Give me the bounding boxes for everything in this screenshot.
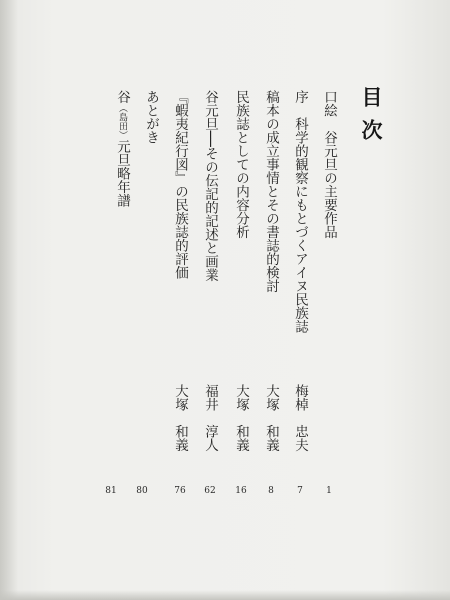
toc-entry-page: 16 bbox=[235, 486, 247, 496]
toc-entry-page: 62 bbox=[204, 486, 216, 496]
toc-entry-title bbox=[115, 90, 129, 207]
toc-entry-title-suffix: 元旦略年譜 bbox=[114, 139, 130, 207]
toc-entry-author: 大塚 和義 bbox=[233, 384, 249, 452]
toc-entry-author: 福井 淳人 bbox=[202, 384, 218, 452]
toc-entry-title: 稿本の成立事情とその書誌的検討 bbox=[263, 90, 279, 293]
page-gutter-shadow bbox=[0, 0, 18, 600]
toc-entry-title: 『蝦夷紀行図』の民族誌的評価 bbox=[172, 90, 188, 279]
toc-entry-author: 梅棹 忠夫 bbox=[292, 384, 308, 452]
toc-entry-title-prefix: 谷 bbox=[114, 90, 130, 104]
toc-entry-page: 8 bbox=[268, 486, 274, 496]
toc-heading: 目次 bbox=[359, 86, 384, 152]
toc-entry-title-paren: （島田） bbox=[117, 103, 127, 140]
toc-entry-author: 大塚 和義 bbox=[263, 384, 279, 452]
toc-entry-page: 80 bbox=[136, 486, 148, 496]
toc-entry-page: 7 bbox=[297, 486, 303, 496]
toc-entry-page: 76 bbox=[174, 486, 186, 496]
page-bottom-shadow bbox=[0, 590, 450, 600]
toc-entry-title: あとがき bbox=[143, 90, 159, 144]
toc-entry-title: 序 科学的観察にもとづくアイヌ民族誌 bbox=[292, 90, 308, 333]
toc-entry-title: 民族誌としての内容分析 bbox=[233, 90, 249, 239]
toc-entry-page: 81 bbox=[105, 486, 117, 496]
toc-entry-title: 谷元旦──その伝記的記述と画業 bbox=[202, 90, 218, 282]
toc-entry-author: 大塚 和義 bbox=[172, 384, 188, 452]
toc-entry-page: 1 bbox=[326, 486, 332, 496]
toc-entry-title: 口絵 谷元旦の主要作品 bbox=[321, 90, 337, 239]
